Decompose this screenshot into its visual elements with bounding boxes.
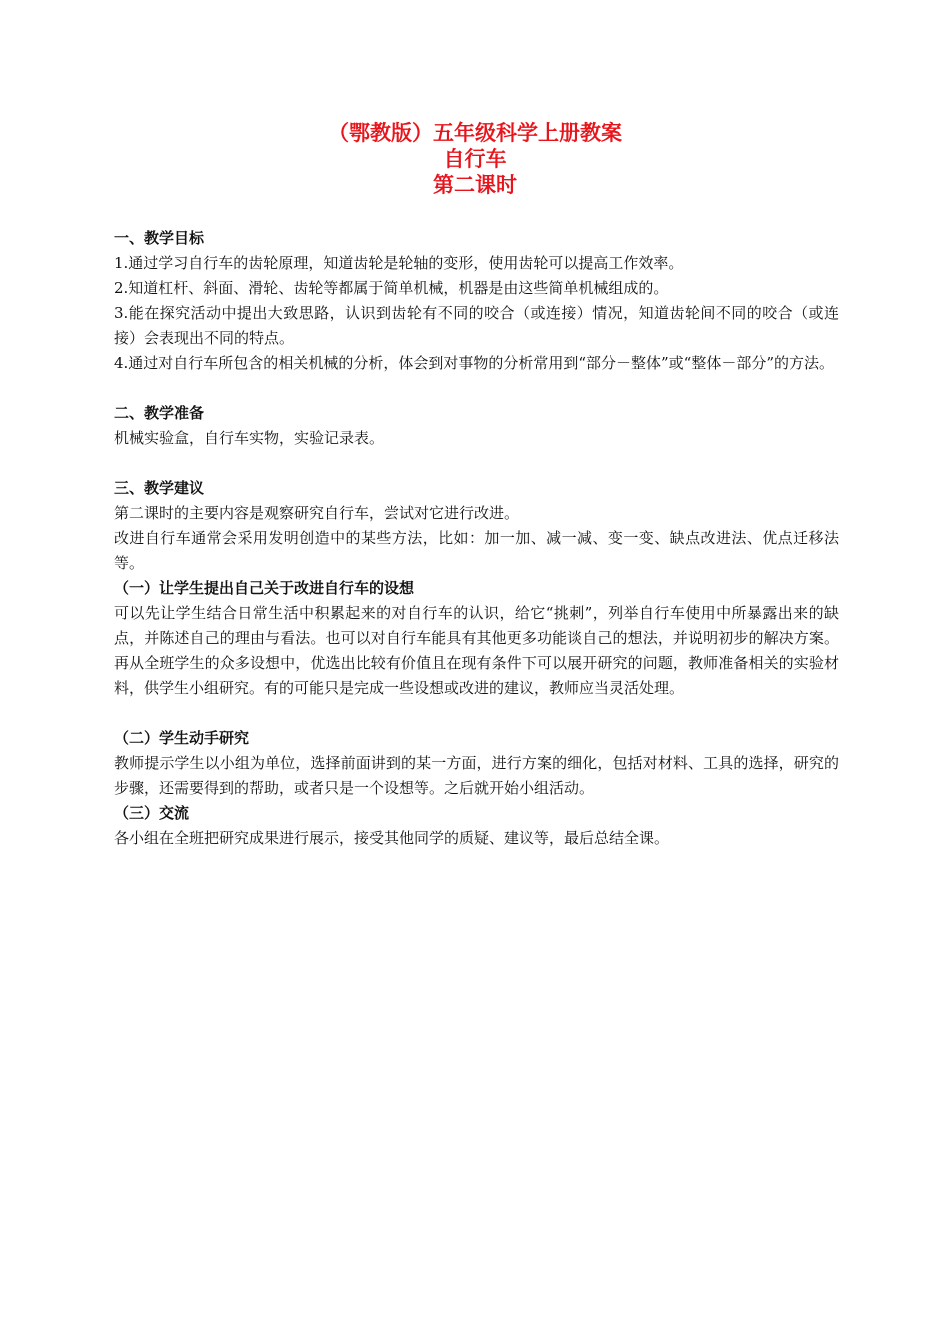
section-heading-suggest: 三、教学建议 bbox=[114, 479, 205, 497]
subsection-heading-1: （一）让学生提出自己关于改进自行车的设想 bbox=[114, 579, 415, 597]
goal-item-4: 4.通过对自行车所包含的相关机械的分析，体会到对事物的分析常用到“部分－整体”或“整体－部分”的方法。 bbox=[114, 354, 834, 372]
spacer bbox=[114, 376, 839, 401]
document-body bbox=[114, 226, 839, 851]
title-line-1: （鄂教版）五年级科学上册教案 bbox=[328, 121, 622, 145]
suggest-text-2: 改进自行车通常会采用发明创造中的某些方法，比如：加一加、减一减、变一变、缺点改进法、优点迁移法等。 bbox=[114, 529, 839, 572]
subsection-heading-2: （二）学生动手研究 bbox=[114, 729, 250, 747]
spacer bbox=[114, 701, 839, 726]
subsection-text-1: 可以先让学生结合日常生活中积累起来的对自行车的认识，给它“挑刺”，列举自行车使用中所暴露出来的缺点，并陈述自己的理由与看法。也可以对自行车能具有其他更多功能谈自己的想法，并说明初步的解决方案。再从全班学生的众多设想中，优选出比较有价值且在现有条件下可以展开研究的问题，教师准备相关的实验材料，供学生小组研究。有的可能只是完成一些设想或改进的建议，教师应当灵活处理。 bbox=[114, 604, 839, 697]
subsection-text-2: 教师提示学生以小组为单位，选择前面讲到的某一方面，进行方案的细化，包括对材料、工具的选择，研究的步骤，还需要得到的帮助，或者只是一个设想等。之后就开始小组活动。 bbox=[114, 754, 839, 797]
document-title bbox=[0, 120, 950, 198]
goal-item-3: 3.能在探究活动中提出大致思路，认识到齿轮有不同的咬合（或连接）情况，知道齿轮间不同的咬合（或连接）会表现出不同的特点。 bbox=[114, 304, 839, 347]
section-heading-prep: 二、教学准备 bbox=[114, 404, 205, 422]
title-line-2: 自行车 bbox=[443, 147, 507, 171]
subsection-text-3: 各小组在全班把研究成果进行展示，接受其他同学的质疑、建议等，最后总结全课。 bbox=[114, 829, 670, 847]
prep-text: 机械实验盒，自行车实物，实验记录表。 bbox=[114, 429, 385, 447]
section-heading-goals: 一、教学目标 bbox=[114, 229, 205, 247]
suggest-text-1: 第二课时的主要内容是观察研究自行车，尝试对它进行改进。 bbox=[114, 504, 520, 522]
goal-item-2: 2.知道杠杆、斜面、滑轮、齿轮等都属于简单机械，机器是由这些简单机械组成的。 bbox=[114, 279, 669, 297]
goal-item-1: 1.通过学习自行车的齿轮原理，知道齿轮是轮轴的变形，使用齿轮可以提高工作效率。 bbox=[114, 254, 684, 272]
spacer bbox=[114, 451, 839, 476]
title-line-3: 第二课时 bbox=[433, 173, 517, 197]
subsection-heading-3: （三）交流 bbox=[114, 804, 190, 822]
